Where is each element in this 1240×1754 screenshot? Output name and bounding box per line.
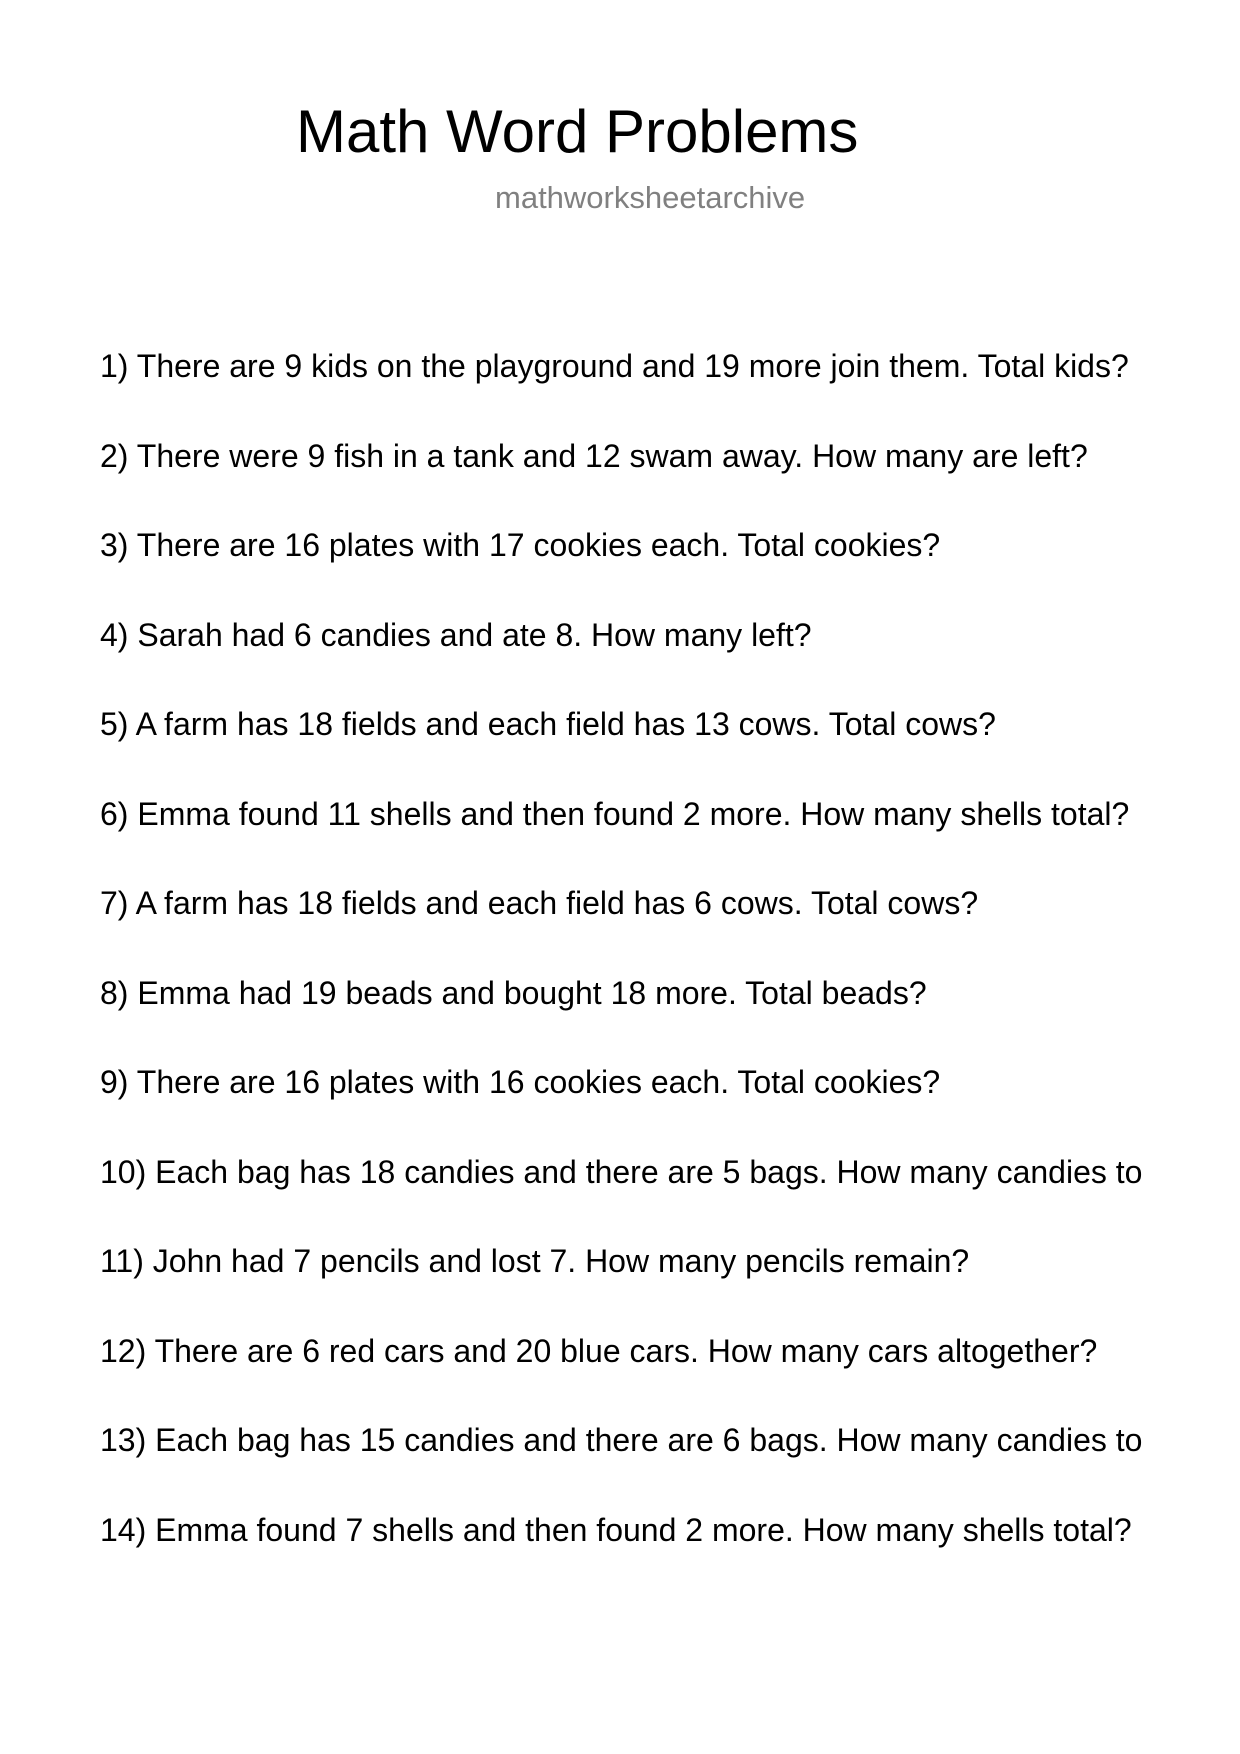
- problem-item-6: 6) Emma found 11 shells and then found 2 more. How many shells total?: [100, 795, 1130, 832]
- problem-item-8: 8) Emma had 19 beads and bought 18 more. Total beads?: [100, 974, 927, 1011]
- problem-item-7: 7) A farm has 18 fields and each field has 6 cows. Total cows?: [100, 885, 979, 921]
- problem-item-4: 4) Sarah had 6 candies and ate 8. How many left?: [100, 616, 812, 653]
- problem-item-13: 13) Each bag has 15 candies and there are 6 bags. How many candies to: [100, 1422, 1143, 1458]
- problem-item-10: 10) Each bag has 18 candies and there are 5 bags. How many candies to: [100, 1153, 1143, 1190]
- problem-item-2: 2) There were 9 fish in a tank and 12 swam away. How many are left?: [100, 437, 1088, 474]
- problem-item-11: 11) John had 7 pencils and lost 7. How many pencils remain?: [100, 1243, 970, 1279]
- problem-list: [100, 344, 1240, 1597]
- problem-item-5: 5) A farm has 18 fields and each field has 13 cows. Total cows?: [100, 706, 996, 742]
- problem-item-9: 9) There are 16 plates with 16 cookies each. Total cookies?: [100, 1064, 941, 1100]
- source-watermark: mathworksheetarchive: [495, 180, 806, 215]
- page-title: Math Word Problems: [296, 98, 859, 165]
- problem-item-12: 12) There are 6 red cars and 20 blue cars. How many cars altogether?: [100, 1332, 1098, 1369]
- problem-item-14: 14) Emma found 7 shells and then found 2 more. How many shells total?: [100, 1511, 1132, 1548]
- problem-item-3: 3) There are 16 plates with 17 cookies each. Total cookies?: [100, 527, 941, 563]
- problem-item-1: 1) There are 9 kids on the playground and 19 more join them. Total kids?: [100, 348, 1129, 384]
